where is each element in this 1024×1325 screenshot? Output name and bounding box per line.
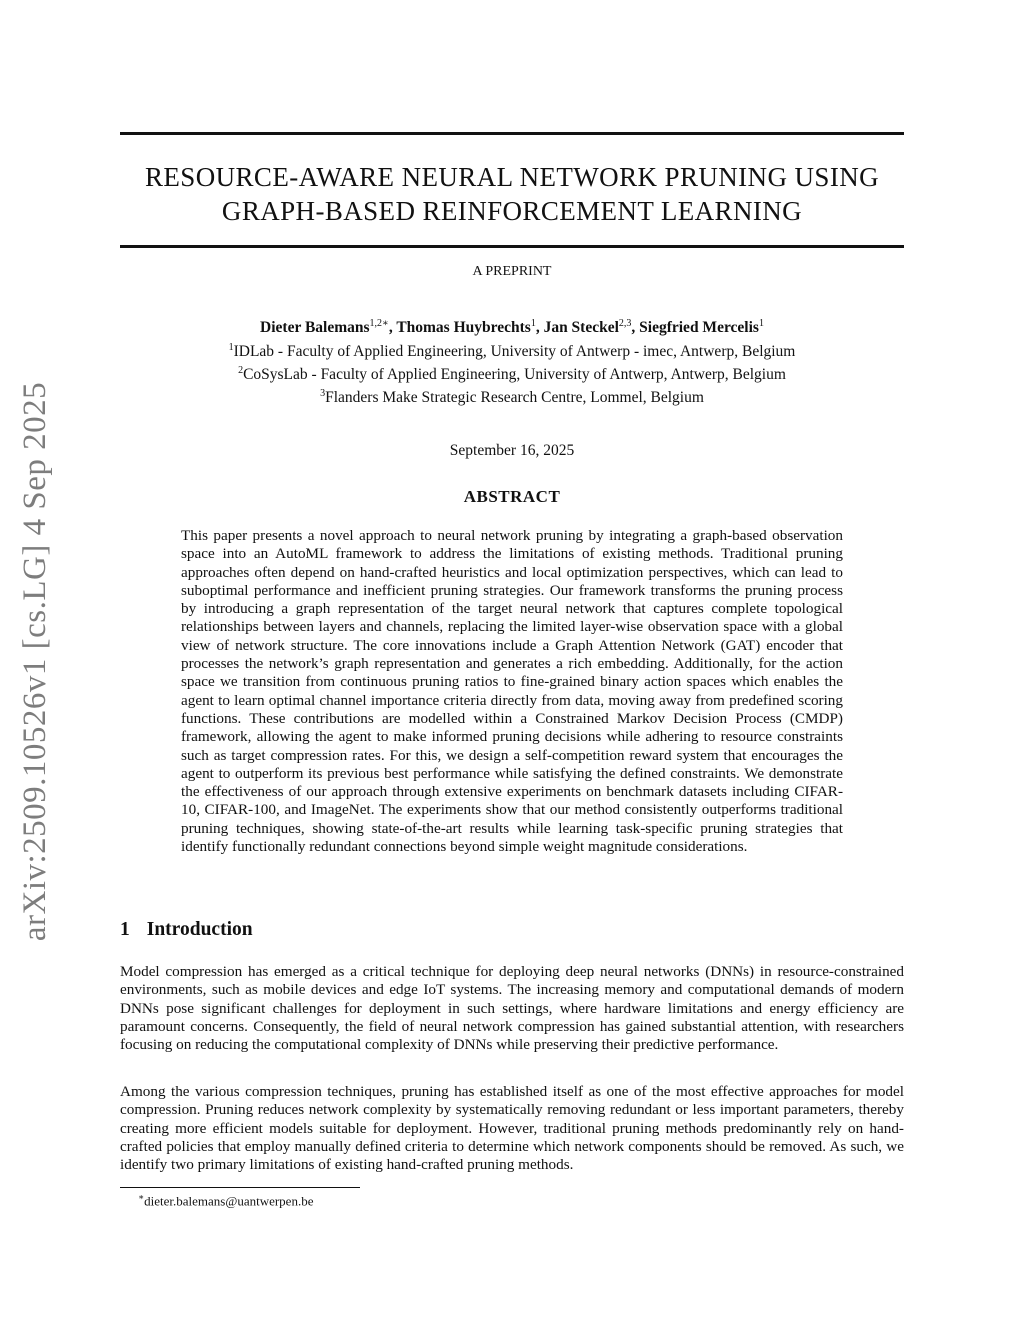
title-line-1: RESOURCE-AWARE NEURAL NETWORK PRUNING USING: [144, 162, 880, 192]
affiliation-1-mark: 1: [228, 342, 234, 353]
author-separator: ,: [388, 319, 397, 337]
title-bottom-rule: [120, 245, 904, 248]
affiliation-list: [120, 338, 904, 407]
abstract-heading: ABSTRACT: [463, 487, 561, 506]
author-1-footnote-mark: ∗: [382, 318, 389, 329]
section-heading-introduction: [120, 919, 253, 941]
footnote-email: dieter.balemans@uantwerpen.be: [144, 1193, 314, 1209]
affiliation-3-text: Flanders Make Strategic Research Centre, Lommel, Belgium: [325, 389, 704, 407]
author-2-name: Thomas Huybrechts: [396, 319, 531, 337]
affiliation-1: [120, 338, 904, 361]
section-number: 1: [120, 919, 130, 940]
affiliation-3: [120, 384, 904, 407]
arxiv-identifier-stamp: [10, 378, 62, 944]
title-top-rule: [120, 132, 904, 135]
author-4-affiliation-marks: 1: [758, 318, 764, 329]
author-4-name: Siegfried Mercelis: [639, 319, 759, 337]
author-3-name: Jan Steckel: [543, 319, 619, 337]
author-2-affiliation-marks: 1: [530, 318, 536, 329]
affiliation-2-text: CoSysLab - Faculty of Applied Engineering, University of Antwerp, Antwerp, Belgium: [243, 366, 786, 384]
introduction-paragraph-1: Model compression has emerged as a critical technique for deploying deep neural networks (DNNs) in resource-constrained environments, such as mobile devices and edge IoT systems. The increasing memory and computational demands of modern DNNs pose significant challenges for deployment in such settings, where hardware limitations and energy efficiency are paramount concerns. Consequently, the field of neural network compression has gained substantial attention, with researchers focusing on reducing the computational complexity of DNNs while preserving their predictive performance.: [120, 963, 904, 1054]
footnote: [138, 1192, 313, 1209]
abstract-body: This paper presents a novel approach to neural network pruning by integrating a graph-based observation space into an AutoML framework to address the limitations of existing methods. Traditional pruning approaches often depend on hand-crafted heuristics and local optimization perspectives, which can lead to suboptimal performance and inefficient pruning strategies. Our framework transforms the pruning process by introducing a graph representation of the target neural network that captures complete topological relationships between layers and channels, replacing the limited layer-wise observation space with a global view of network structure. The core innovations include a Graph Attention Network (GAT) encoder that processes the network’s graph representation and generates a rich embedding. Additionally, for the action space we transition from continuous pruning ratios to fine-grained binary action spaces which enables the agent to learn optimal channel importance criteria directly from data, moving away from predefined scoring functions. These contributions are modelled within a Constrained Markov Decision Process (CMDP) framework, allowing the agent to make informed pruning decisions while adhering to resource constraints such as target compression rates. For this, we design a self-competition reward system that encourages the agent to outperform its previous best performance while satisfying the defined constraints. We demonstrate the effectiveness of our approach through extensive experiments on benchmark datasets including CIFAR-10, CIFAR-100, and ImageNet. The experiments show that our method consistently outperforms traditional pruning techniques, showing state-of-the-art results while learning task-specific pruning strategies that identify functionally redundant connections beyond simple weight magnitude considerations.: [181, 527, 843, 856]
author-separator: ,: [631, 319, 640, 337]
author-list: [120, 318, 904, 337]
author-3-affiliation-marks: 2,3: [618, 318, 632, 329]
paper-title: [120, 160, 904, 228]
author-1-affiliation-marks: 1,2: [369, 318, 383, 329]
section-title: Introduction: [146, 919, 253, 940]
author-1-name: Dieter Balemans: [260, 319, 370, 337]
affiliation-3-mark: 3: [320, 388, 326, 400]
affiliation-1-text: IDLab - Faculty of Applied Engineering, University of Antwerp - imec, Antwerp, Belgium: [233, 343, 796, 361]
author-separator: ,: [535, 319, 544, 337]
affiliation-2-mark: 2: [238, 365, 244, 377]
title-line-2: GRAPH-BASED REINFORCEMENT LEARNING: [221, 196, 803, 226]
publication-date: September 16, 2025: [449, 442, 575, 459]
affiliation-2: [120, 361, 904, 384]
arxiv-identifier-text: arXiv:2509.10526v1 [cs.LG] 4 Sep 2025: [17, 381, 54, 941]
preprint-label: A PREPRINT: [472, 264, 552, 279]
footnote-rule: [120, 1187, 360, 1188]
footnote-mark: ∗: [138, 1192, 145, 1202]
introduction-paragraph-2: Among the various compression techniques, pruning has established itself as one of the most effective approaches for model compression. Pruning reduces network complexity by systematically removing redundant or less important parameters, thereby creating more efficient models suitable for deployment. However, traditional pruning methods predominantly rely on hand-crafted policies that employ manually defined criteria to determine which network components should be removed. As such, we identify two primary limitations of existing hand-crafted pruning methods.: [120, 1083, 904, 1174]
